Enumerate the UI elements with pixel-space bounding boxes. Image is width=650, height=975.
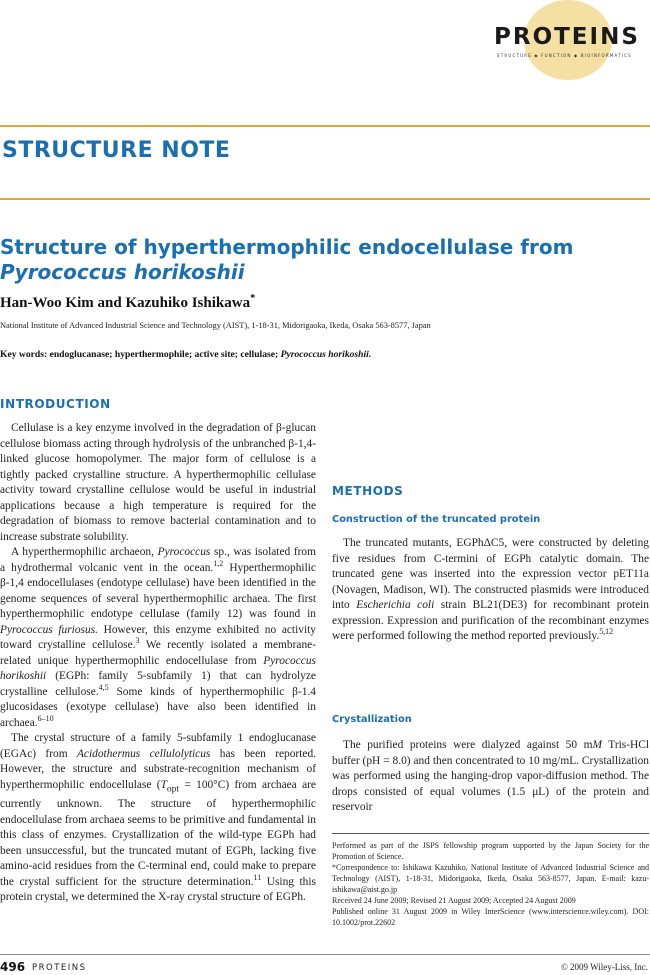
methods-heading: METHODS: [332, 484, 404, 498]
construction-subheading: Construction of the truncated protein: [332, 514, 541, 525]
footnote-dates: Received 24 June 2009; Revised 21 August 2009; Accepted 24 August 2009: [332, 896, 576, 905]
footnote-doi: Published online 31 August 2009 in Wiley InterScience (www.interscience.wiley.com). DOI: 10.1002/prot.22602: [332, 907, 649, 927]
title-text: Structure of hyperthermophilic endocellulase from: [0, 235, 574, 259]
intro-paragraph-2: A hyperthermophilic archaeon, Pyrococcus sp., was isolated from a hydrothermal volcanic vent in the ocean.$^{1,2}$ Hyperthermophilic β-1,4 endocellulases (endotype cellulase) have been identified in the genome sequences of several hyperthermophilic archaea. The first hyperthermophilic endotype cellulase (family 12) was found in Pyrococcus furiosus. However, this enzyme exhibited no activity toward crystalline cellulose.$^3$ We recently isolated a membrane-related unique hyperthermophilic endocellulase from Pyrococcus horikoshii (EGPh: family 5-subfamily 1) that can hydrolyze crystalline cellulose.$^{4,5}$ Some kinds of hyperthermophilic β-1.4 glucosidases (exotype cellulase) have also been identified in archaea.$^{6-10}$: [0, 546, 316, 729]
article-title: [0, 235, 650, 285]
keywords-label: Key words:: [0, 349, 48, 360]
footer-journal-name: PROTEINS: [32, 963, 87, 973]
page-number: 496: [0, 960, 26, 974]
footnote-correspondence: *Correspondence to: Ishikawa Kazuhiko, National Institute of Advanced Industrial Science and Technology (AIST), 1-18-31, Midorigaoka, Ikeda, Osaka 563-8577, Japan. E-mail: kazu-ishikawa@aist.go.jp: [332, 863, 649, 894]
keywords-species: Pyrococcus horikoshii.: [280, 349, 372, 360]
keywords: [0, 349, 371, 360]
journal-logo-tagline: STRUCTURE ◆ FUNCTION ◆ BIOINFORMATICS: [497, 53, 632, 58]
author-list: [0, 295, 255, 312]
citation[interactable]: 5,12: [599, 627, 614, 637]
keywords-list: endoglucanase; hyperthermophile; active site; cellulase;: [49, 349, 279, 360]
header-rule: [0, 125, 650, 127]
introduction-heading: INTRODUCTION: [0, 397, 111, 411]
crystallization-paragraph: The purified proteins were dialyzed against 50 mM Tris-HCl buffer (pH = 8.0) and then concentrated to 10 mg/mL. Crystallization was performed using the hanging-drop vapor-diffusion method. The drops consisted of equal volumes (1.5 μL) of the protein and reservoir: [332, 739, 649, 813]
footnotes: [332, 840, 649, 928]
citation[interactable]: 11: [253, 872, 262, 882]
construction-paragraph: The truncated mutants, EGPhΔC5, were constructed by deleting five residues from C-termini of EGPh catalytic domain. The truncated gene was inserted into the expression vector pET11a (Novagen, Madison, WI). The constructed plasmids were introduced into Escherichia coli strain BL21(DE3) for recombinant protein expression. Expression and purification of the recombinant enzymes were performed following the method reported previously.$^{5,12}$: [332, 537, 649, 642]
title-species: Pyrococcus horikoshii: [0, 260, 245, 284]
intro-paragraph-3: The crystal structure of a family 5-subfamily 1 endoglucanase (EGAc) from Acidothermus cellulolyticus has been reported. However, the structure and substrate-recognition mechanism of hyperthermophilic endocellulase $(T_{opt} = 100^\circ C)$ from archaea are currently unknown. The structure of hyperthermophilic endocellulase from archaea seems to be primitive and fundamental in this class of enzymes. Crystallization of the wild-type EGPh had been unsuccessful, but the truncated mutant of EGPh, lacking five amino-acid residues from the C-terminal end, could make to prepare the crystal sufficient for the structure determination.$^{11}$ Using this protein crystal, we determined the X-ray crystal structure of EGPh.: [0, 732, 316, 904]
footer-rule: [0, 954, 650, 955]
authors-text: Han-Woo Kim and Kazuhiko Ishikawa: [0, 295, 251, 311]
corresponding-mark: *: [250, 293, 256, 304]
copyright: © 2009 Wiley-Liss, Inc.: [560, 962, 648, 972]
header-rule-bottom: [0, 198, 650, 200]
citation[interactable]: 3: [135, 636, 140, 646]
footnote-funding: Performed as part of the JSPS fellowship program supported by the Japan Society for the Promotion of Science.: [332, 841, 649, 861]
citation[interactable]: 4,5: [98, 682, 109, 692]
affiliation: National Institute of Advanced Industrial Science and Technology (AIST), 1-18-31, Midorigaoka, Ikeda, Osaka 563-8577, Japan: [0, 321, 431, 330]
citation[interactable]: 6–10: [37, 713, 54, 723]
intro-paragraph-1: Cellulase is a key enzyme involved in the degradation of β-glucan cellulose biomass acting through hydrolysis of the unbranched β-1,4-linked glucose homopolymer. The major form of cellulose is a tightly packed crystalline structure. A hyperthermophilic cellulase activity toward crystalline cellulose would be useful in industrial applications because a high temperature is required for the degradation of biomass to remove bacterial contamination and to increase substrate solubility.: [0, 422, 316, 543]
section-label: STRUCTURE NOTE: [2, 138, 231, 163]
crystallization-subheading: Crystallization: [332, 714, 412, 725]
footnote-rule: [332, 833, 649, 834]
left-column: [0, 421, 316, 906]
journal-logo: PROTEINS: [494, 24, 640, 50]
citation[interactable]: 1,2: [213, 558, 224, 568]
